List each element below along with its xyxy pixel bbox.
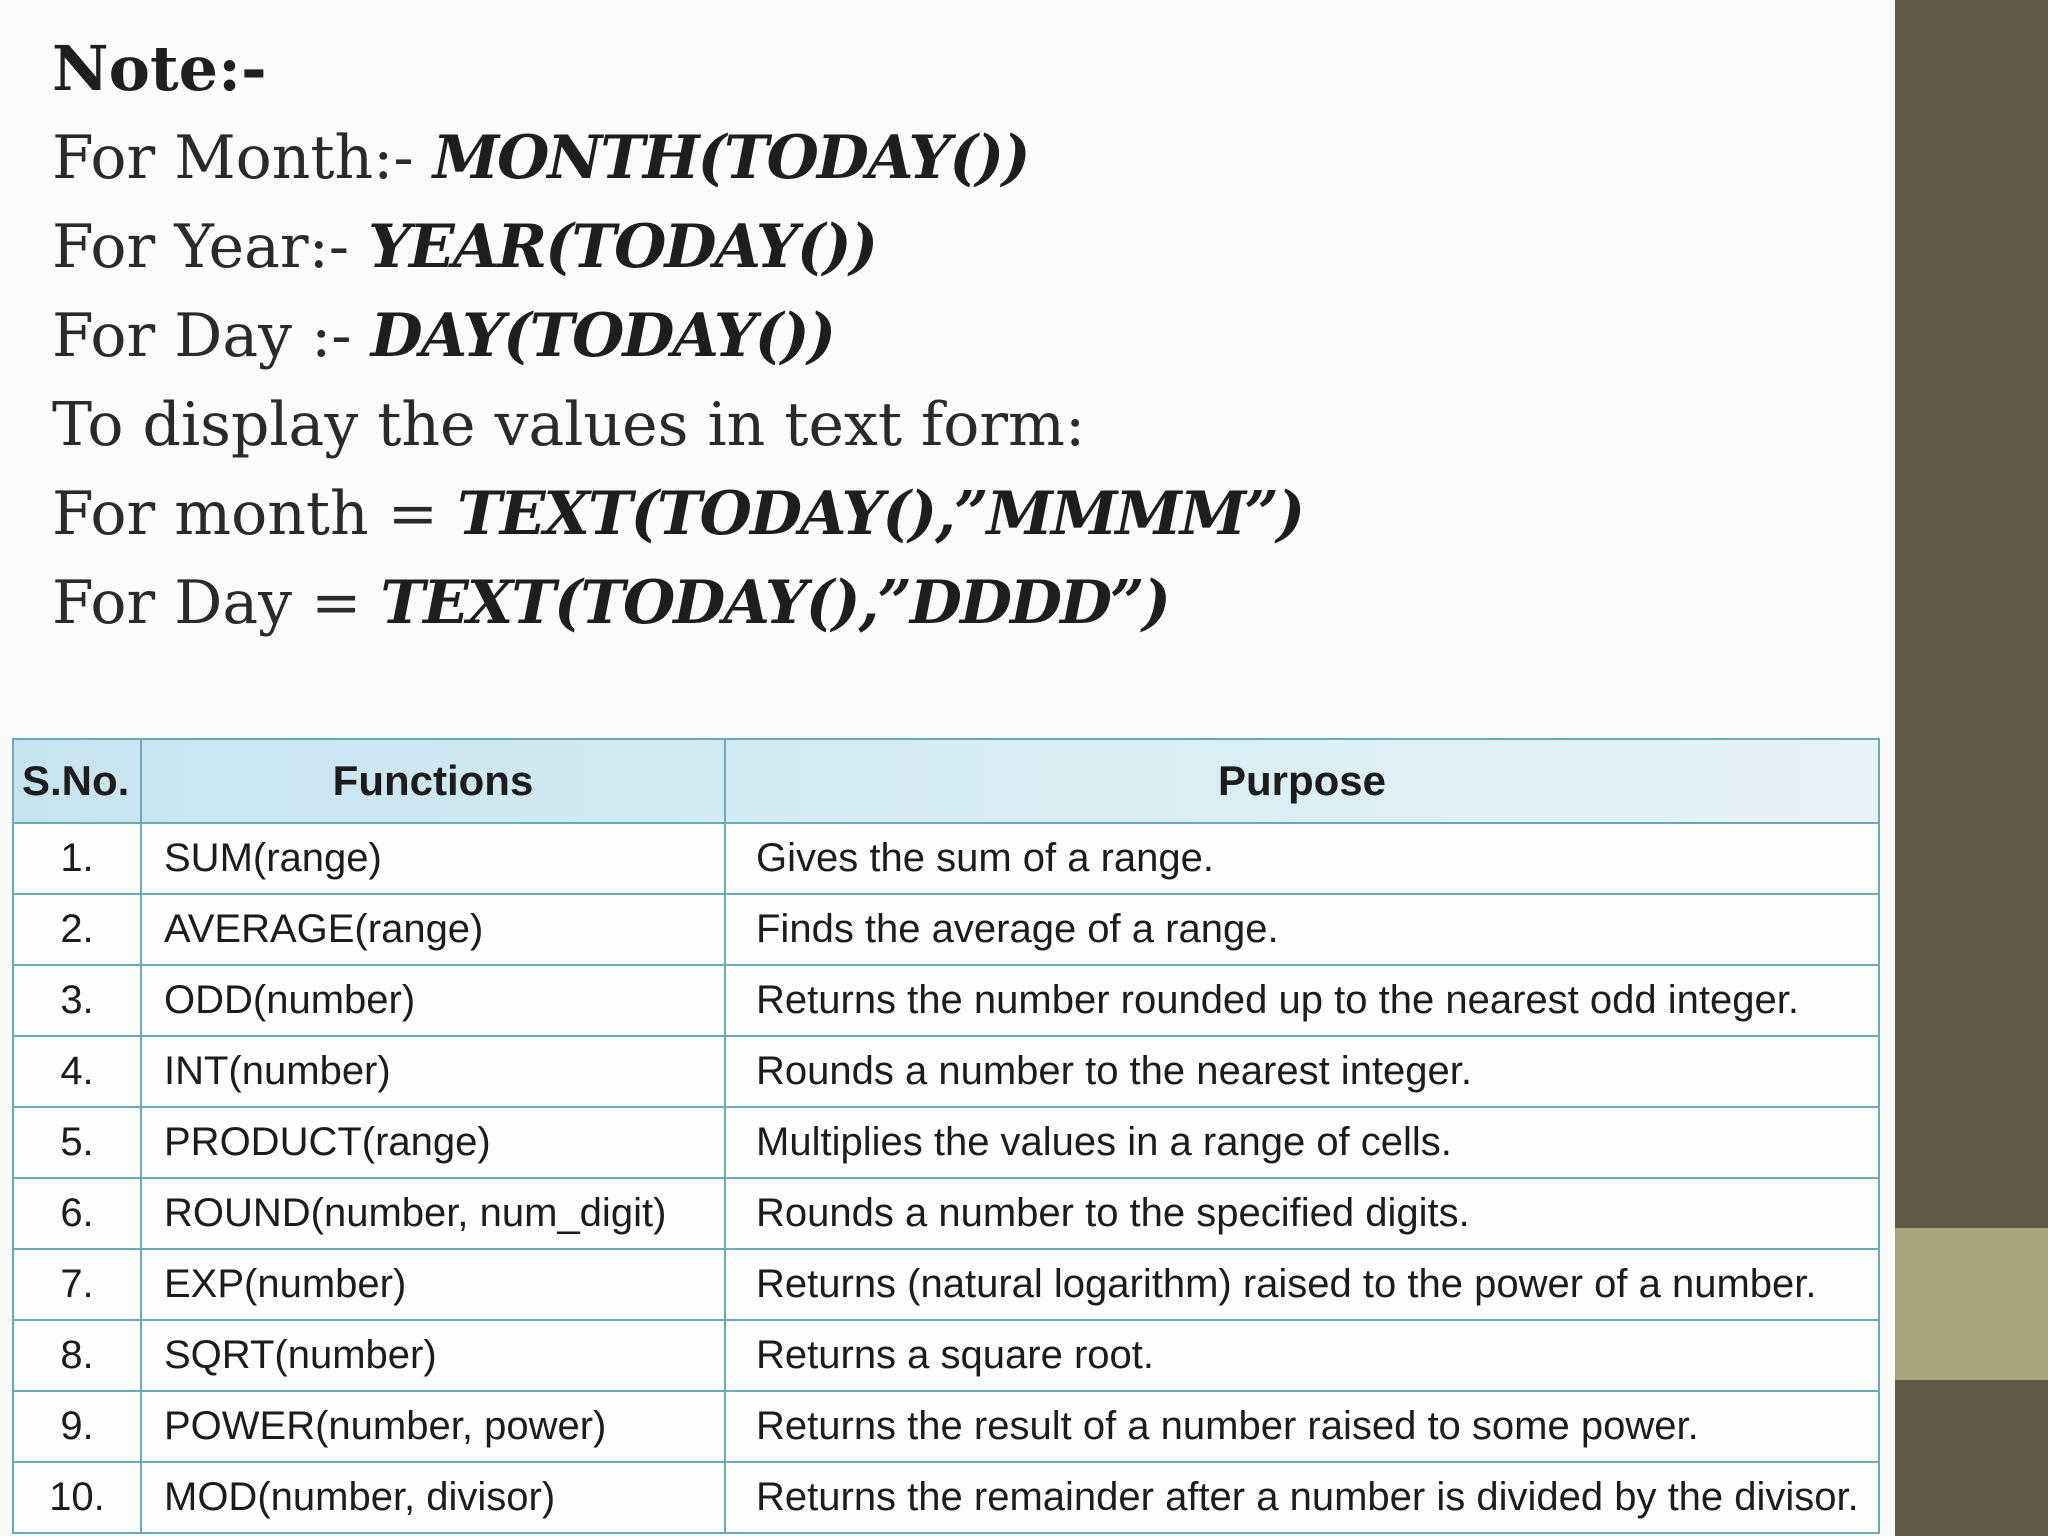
table-row xyxy=(13,1320,1879,1391)
table-row xyxy=(13,823,1879,894)
cell-sno: 6. xyxy=(13,1178,141,1249)
table-row xyxy=(13,1178,1879,1249)
note-label: For Month:- xyxy=(52,123,433,193)
cell-purpose: Rounds a number to the nearest integer. xyxy=(725,1036,1879,1107)
cell-purpose: Returns the remainder after a number is divided by the divisor. xyxy=(725,1462,1879,1533)
cell-function: ROUND(number, num_digit) xyxy=(141,1178,725,1249)
cell-function: PRODUCT(range) xyxy=(141,1107,725,1178)
cell-sno: 2. xyxy=(13,894,141,965)
cell-purpose: Rounds a number to the specified digits. xyxy=(725,1178,1879,1249)
cell-function: POWER(number, power) xyxy=(141,1391,725,1462)
note-formula: MONTH(TODAY()) xyxy=(432,123,1029,193)
note-label: For Day :- xyxy=(52,301,371,371)
note-title: Note:- xyxy=(52,32,267,105)
note-formula: DAY(TODAY()) xyxy=(370,301,834,371)
cell-function: EXP(number) xyxy=(141,1249,725,1320)
note-line-text-month xyxy=(52,470,1852,559)
note-line-year xyxy=(52,203,1852,292)
header-functions: Functions xyxy=(141,739,725,823)
cell-sno: 7. xyxy=(13,1249,141,1320)
note-formula: TEXT(TODAY(),”MMMM”) xyxy=(457,479,1304,549)
table-row xyxy=(13,894,1879,965)
note-line-day xyxy=(52,292,1852,381)
note-label: For Day = xyxy=(52,568,381,638)
note-line-text-form xyxy=(52,381,1852,470)
note-section xyxy=(52,24,1852,648)
cell-function: MOD(number, divisor) xyxy=(141,1462,725,1533)
note-label: For month = xyxy=(52,479,458,549)
note-formula: YEAR(TODAY()) xyxy=(368,212,877,282)
cell-sno: 5. xyxy=(13,1107,141,1178)
table-row xyxy=(13,1249,1879,1320)
cell-function: AVERAGE(range) xyxy=(141,894,725,965)
cell-function: SUM(range) xyxy=(141,823,725,894)
cell-purpose: Finds the average of a range. xyxy=(725,894,1879,965)
sidebar-band-decoration xyxy=(1895,1228,2048,1380)
cell-sno: 10. xyxy=(13,1462,141,1533)
table-header-row xyxy=(13,739,1879,823)
table-row xyxy=(13,1036,1879,1107)
header-sno: S.No. xyxy=(13,739,141,823)
cell-function: SQRT(number) xyxy=(141,1320,725,1391)
cell-function: INT(number) xyxy=(141,1036,725,1107)
cell-purpose: Returns (natural logarithm) raised to the power of a number. xyxy=(725,1249,1879,1320)
cell-purpose: Returns the result of a number raised to some power. xyxy=(725,1391,1879,1462)
functions-table-container xyxy=(12,738,1880,1534)
cell-purpose: Returns a square root. xyxy=(725,1320,1879,1391)
table-row xyxy=(13,1462,1879,1533)
cell-sno: 3. xyxy=(13,965,141,1036)
cell-sno: 1. xyxy=(13,823,141,894)
cell-purpose: Gives the sum of a range. xyxy=(725,823,1879,894)
table-row xyxy=(13,1391,1879,1462)
cell-sno: 8. xyxy=(13,1320,141,1391)
table-row xyxy=(13,965,1879,1036)
functions-table xyxy=(12,738,1880,1534)
cell-function: ODD(number) xyxy=(141,965,725,1036)
note-formula: TEXT(TODAY(),”DDDD”) xyxy=(380,568,1169,638)
cell-sno: 9. xyxy=(13,1391,141,1462)
cell-purpose: Multiplies the values in a range of cells. xyxy=(725,1107,1879,1178)
table-row xyxy=(13,1107,1879,1178)
note-label: To display the values in text form: xyxy=(52,390,1086,460)
note-label: For Year:- xyxy=(52,212,369,282)
note-line-month xyxy=(52,114,1852,203)
cell-purpose: Returns the number rounded up to the nearest odd integer. xyxy=(725,965,1879,1036)
cell-sno: 4. xyxy=(13,1036,141,1107)
header-purpose: Purpose xyxy=(725,739,1879,823)
note-line-text-day xyxy=(52,559,1852,648)
